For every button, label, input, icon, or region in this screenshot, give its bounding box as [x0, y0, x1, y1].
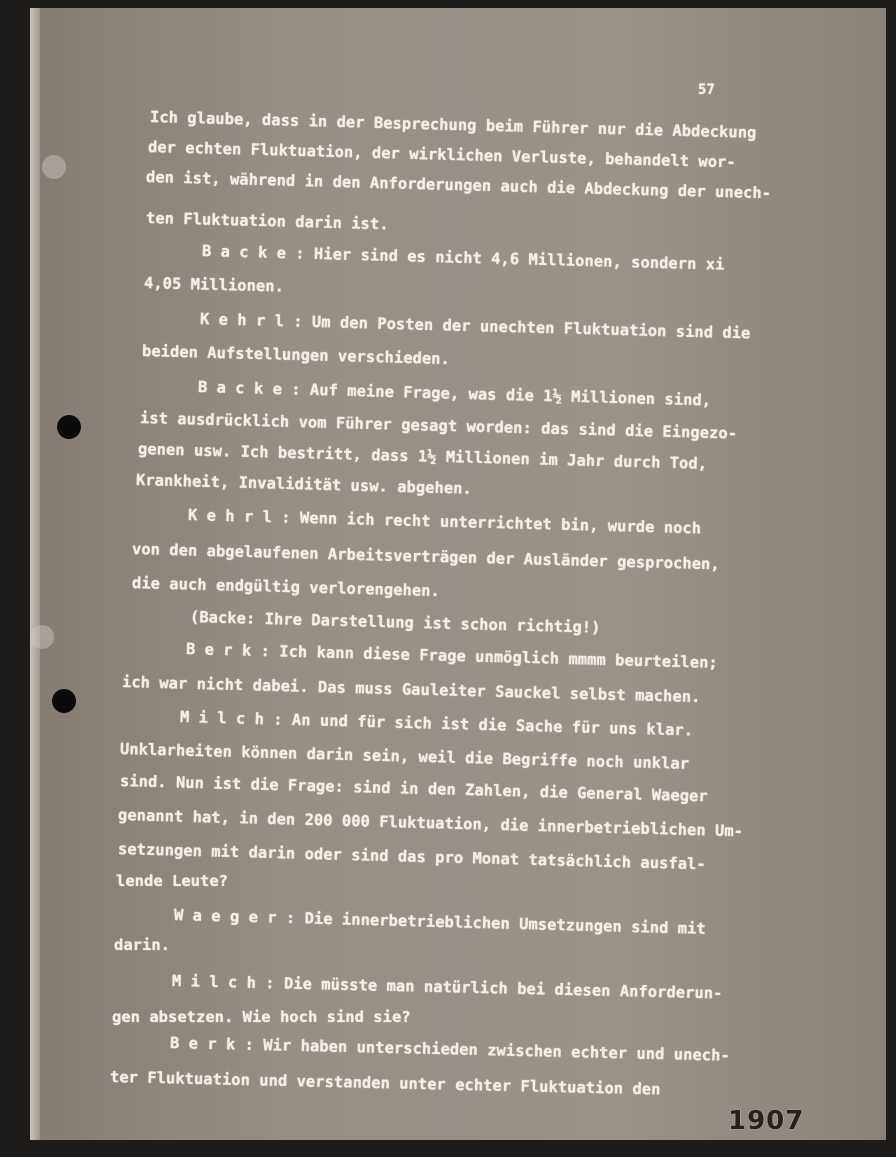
text-line: ich war nicht dabei. Das muss Gauleiter Sauckel selbst machen.	[121, 673, 701, 707]
text-line: Krankheit, Invalidität usw. abgehen.	[135, 471, 473, 498]
text-line: setzungen mit darin oder sind das pro Monat tatsächlich ausfal-	[117, 840, 706, 874]
text-line: ten Fluktuation darin ist.	[145, 209, 389, 234]
text-line: M i l c h : Die müsste man natürlich bei diesen Anforderun-	[171, 972, 723, 1003]
text-line: beiden Aufstellungen verschieden.	[141, 342, 451, 369]
text-line: B e r k : Wir haben unterschieden zwischen echter und unech-	[169, 1034, 730, 1065]
text-line: den ist, während in den Anforderungen auch die Abdeckung der unech-	[145, 168, 772, 203]
text-line: ter Fluktuation und verstanden unter echter Fluktuation den	[109, 1068, 661, 1099]
text-line: lende Leute?	[116, 872, 228, 890]
text-line: ist ausdrücklich vom Führer gesagt worden: das sind die Eingezo-	[139, 409, 738, 443]
text-line: K e h r l : Um den Posten der unechten Fluktuation sind die	[199, 310, 751, 343]
text-line: B a c k e : Auf meine Frage, was die 1½ Millionen sind,	[197, 378, 712, 410]
archive-stamp-number: 1907	[728, 1106, 805, 1136]
text-line: M i l c h : An und für sich ist die Sache für uns klar.	[179, 708, 694, 740]
text-line: Unklarheiten können darin sein, weil die Begriffe noch unklar	[119, 740, 690, 773]
text-line: gen absetzen. Wie hoch sind sie?	[112, 1008, 411, 1026]
text-line: genannt hat, in den 200 000 Fluktuation, die innerbetrieblichen Um-	[117, 806, 744, 841]
text-line: Ich glaube, dass in der Besprechung beim Führer nur die Abdeckung	[149, 108, 757, 142]
text-line: W a e g e r : Die innerbetrieblichen Umsetzungen sind mit	[173, 906, 706, 938]
text-line: von den abgelaufenen Arbeitsverträgen der Ausländer gesprochen,	[131, 540, 720, 574]
text-line: B e r k : Ich kann diese Frage unmöglich mmmm beurteilen;	[185, 640, 718, 672]
text-line: K e h r l : Wenn ich recht unterrichtet bin, wurde noch	[187, 506, 702, 538]
text-line: B a c k e : Hier sind es nicht 4,6 Millionen, sondern xi	[201, 242, 725, 274]
text-line: die auch endgültig verlorengehen.	[131, 574, 441, 601]
text-line: genen usw. Ich bestritt, dass 1½ Millionen im Jahr durch Tod,	[137, 440, 708, 473]
text-line: der echten Fluktuation, der wirklichen Verluste, behandelt wor-	[147, 138, 736, 172]
page-number: 57	[698, 82, 715, 98]
text-line: 4,05 Millionen.	[143, 274, 285, 296]
text-line: darin.	[114, 936, 170, 954]
text-line: sind. Nun ist die Frage: sind in den Zahlen, die General Waeger	[119, 772, 708, 806]
text-line: (Backe: Ihre Darstellung ist schon richtig!)	[189, 608, 601, 637]
